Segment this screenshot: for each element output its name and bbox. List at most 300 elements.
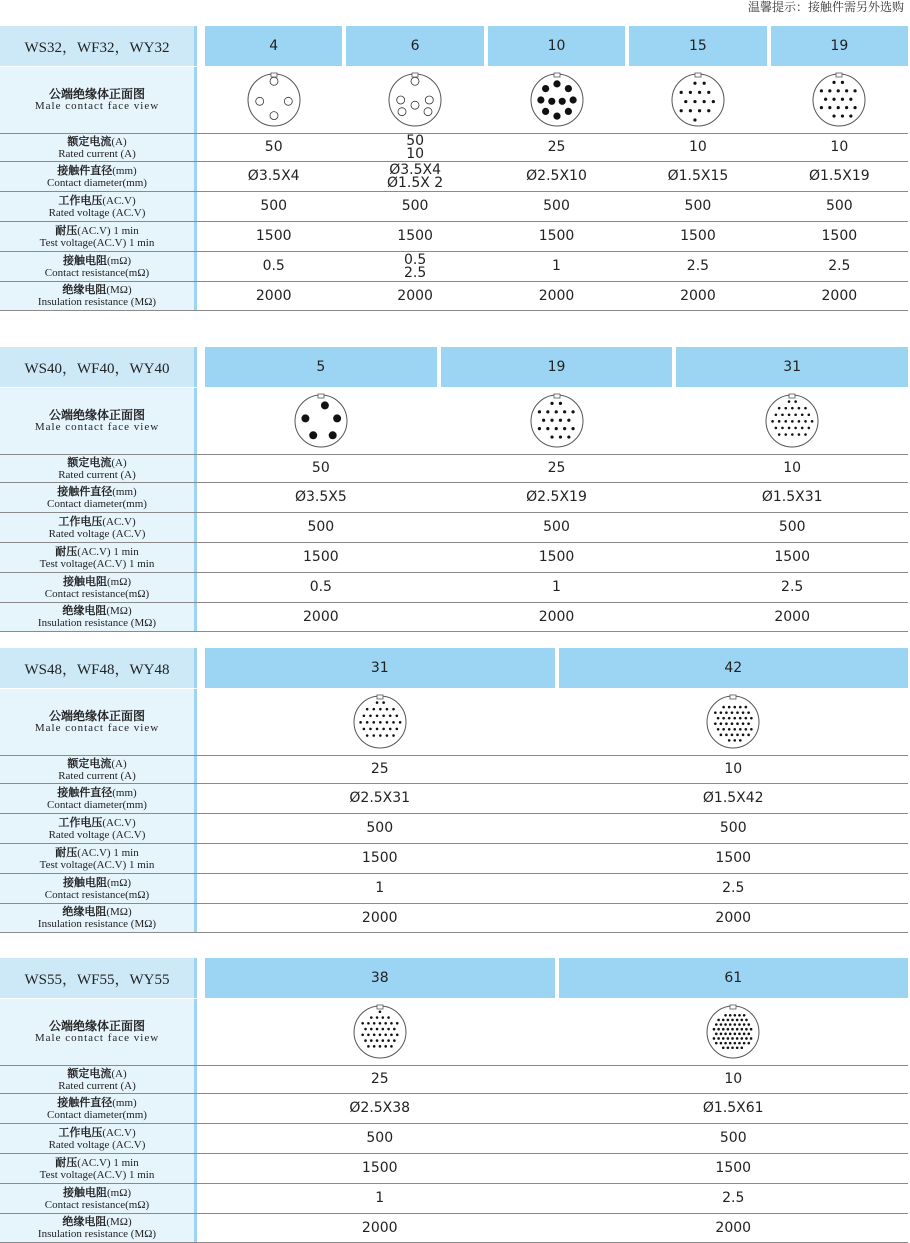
row-values (205, 814, 908, 843)
row-diameter (0, 162, 908, 191)
contact-pin (381, 1028, 384, 1031)
contact-pin (366, 734, 369, 737)
row-insulation (0, 603, 908, 631)
row-voltage (0, 1124, 908, 1153)
face-view-cell (346, 67, 483, 133)
contact-pin (558, 98, 565, 105)
contact-pin (558, 435, 561, 438)
row-diameter (0, 483, 908, 512)
contact-pin (788, 427, 791, 430)
contact-pin (845, 106, 848, 109)
value-line: 1 (552, 579, 561, 595)
contact-pin (734, 717, 737, 720)
row-label-en: Insulation resistance (MΩ) (37, 1228, 157, 1240)
value-line: 1500 (397, 228, 433, 244)
face-view-cell (771, 67, 908, 133)
row-values (205, 483, 908, 512)
contact-pin (725, 722, 728, 725)
row-label-en: Test voltage(AC.V) 1 min (39, 858, 155, 871)
row-label-en: Rated voltage (AC.V) (48, 828, 146, 841)
value-line: 500 (543, 519, 570, 535)
contact-pin (698, 109, 701, 112)
contact-pin (553, 80, 560, 87)
value-line: Ø1.5X31 (761, 489, 823, 505)
series-label: WS48，WF48，WY48 (0, 648, 197, 688)
contact-pin (364, 1028, 367, 1031)
keyway-notch (318, 394, 324, 398)
pin-count-cells (205, 958, 908, 998)
contact-face-diagram (705, 1004, 761, 1060)
row-label-unit: (AC.V) (102, 194, 136, 207)
contact-pin (689, 91, 692, 94)
contact-pin (392, 721, 395, 724)
insulator-outline (672, 74, 724, 126)
contact-pin (854, 106, 857, 109)
contact-pin (393, 1039, 396, 1042)
row-label-en: Test voltage(AC.V) 1 min (39, 557, 155, 570)
contact-pin (725, 1033, 728, 1036)
contact-pin (424, 108, 432, 116)
row-values (205, 1154, 908, 1183)
contact-pin (680, 109, 683, 112)
contact-pin (376, 714, 379, 717)
contact-pin (693, 118, 696, 121)
contact-pin (725, 734, 728, 737)
contact-pin (702, 100, 705, 103)
row-label-en: Rated current (A) (58, 147, 136, 160)
value-cell (205, 282, 342, 310)
contact-pin (720, 1033, 723, 1036)
contact-face-diagram (352, 694, 408, 750)
contact-pin (321, 401, 329, 409)
pin-count-cell: 31 (676, 347, 908, 387)
contact-pin (833, 98, 836, 101)
contact-pin (728, 739, 731, 742)
contact-pin (820, 106, 823, 109)
contact-pin (387, 1028, 390, 1031)
row-label-zh: 绝缘电阻(MΩ) (62, 604, 132, 617)
row-label-unit: (MΩ) (106, 605, 132, 617)
contact-pin (381, 1016, 384, 1019)
contact-pin (829, 89, 832, 92)
contact-pin (788, 413, 791, 416)
row-separator (0, 631, 908, 632)
value-line: 2.5 (781, 579, 804, 595)
keyway-notch (789, 394, 795, 398)
contact-pin (795, 427, 798, 430)
contact-pin (375, 1016, 378, 1019)
row-values (205, 67, 908, 133)
row-label-en: Contact diameter(mm) (47, 798, 147, 811)
value-line: 2.5 (722, 880, 745, 896)
contact-pin (722, 1046, 725, 1049)
contact-face-diagram (811, 72, 867, 128)
row-label-en: Contact resistance(mΩ) (44, 1198, 150, 1211)
contact-pin (798, 420, 801, 423)
table-header (0, 26, 908, 66)
contact-pin (788, 400, 791, 403)
pin-count-cell: 38 (205, 958, 555, 998)
row-label-en: Insulation resistance (MΩ) (37, 617, 157, 629)
value-line: 2000 (538, 608, 575, 625)
contact-pin (725, 1014, 728, 1017)
row-label-zh: 公端绝缘体正面图 (48, 408, 145, 422)
row-label-unit: (mm) (112, 164, 137, 177)
contact-pin (698, 91, 701, 94)
row-label-zh: 额定电流(A) (67, 134, 127, 148)
contact-pin (390, 1022, 393, 1025)
contact-pin (393, 1028, 396, 1031)
contact-pin (563, 427, 566, 430)
row-label (0, 543, 197, 572)
row-label-zh: 绝缘电阻(MΩ) (62, 905, 132, 918)
value-cell (559, 904, 909, 932)
contact-pin (537, 96, 544, 103)
row-separator (0, 310, 908, 311)
contact-pin (731, 1046, 734, 1049)
contact-pin (781, 413, 784, 416)
contact-pin (741, 1028, 744, 1031)
contact-pin (537, 410, 540, 413)
row-label-en: Contact resistance(mΩ) (44, 266, 150, 279)
row-label-en: Contact diameter(mm) (47, 1108, 147, 1121)
contact-pin (689, 109, 692, 112)
row-label (0, 513, 197, 542)
contact-pin (720, 711, 723, 714)
contact-pin (569, 96, 576, 103)
contact-pin (684, 100, 687, 103)
value-line: 500 (543, 198, 570, 214)
contact-pin (372, 734, 375, 737)
row-label-zh: 接触电阻(mΩ) (62, 875, 132, 889)
contact-pin (378, 1010, 381, 1013)
contact-pin (850, 98, 853, 101)
value-line: 2000 (680, 287, 716, 304)
value-cell (441, 483, 673, 512)
contact-pin (392, 708, 395, 711)
contact-pin (550, 435, 553, 438)
face-view-cell (205, 999, 555, 1065)
contact-pin (385, 734, 388, 737)
value-line: 10 (689, 139, 707, 155)
pin-count-cell: 42 (559, 648, 909, 688)
contact-pin (734, 1033, 737, 1036)
contact-pin (542, 419, 545, 422)
row-label (0, 483, 197, 512)
contact-pin (841, 114, 844, 117)
contact-pin (854, 89, 857, 92)
contact-pin (558, 402, 561, 405)
value-line: Ø3.5X4 (389, 161, 441, 178)
value-cell (205, 134, 342, 161)
row-label-zh: 工作电压(AC.V) (58, 815, 136, 829)
row-label (0, 999, 197, 1065)
face-view-cell (205, 67, 342, 133)
contact-pin (729, 1014, 732, 1017)
contact-pin (795, 400, 798, 403)
row-values (205, 1214, 908, 1242)
face-view-cell (629, 67, 766, 133)
contact-pin (725, 1023, 728, 1026)
contact-pin (717, 728, 720, 731)
contact-pin (309, 431, 317, 439)
contact-pin (729, 1033, 732, 1036)
contact-pin (845, 89, 848, 92)
contact-pin (378, 1045, 381, 1048)
contact-pin (384, 1022, 387, 1025)
contact-pin (375, 1028, 378, 1031)
contact-pin (361, 1034, 364, 1037)
value-cell (205, 1066, 555, 1093)
contact-pin (738, 1042, 741, 1045)
contact-pin (750, 717, 753, 720)
value-line: Ø2.5X38 (349, 1100, 411, 1116)
row-label (0, 192, 197, 221)
value-cell (488, 162, 625, 191)
contact-pin (712, 100, 715, 103)
contact-pin (745, 1019, 748, 1022)
contact-pin (743, 1033, 746, 1036)
row-label-unit: (A) (111, 757, 127, 770)
contact-pin (550, 402, 553, 405)
row-label-en: Test voltage(AC.V) 1 min (39, 236, 155, 249)
contact-pin (384, 1034, 387, 1037)
keyway-notch (836, 73, 842, 77)
value-cell (559, 874, 909, 903)
row-label-unit: (mΩ) (106, 1186, 132, 1199)
value-line: 500 (401, 198, 429, 214)
row-label-unit: (A) (111, 456, 127, 469)
contact-pin (373, 1045, 376, 1048)
contact-pin (372, 721, 375, 724)
contact-pin (411, 101, 419, 109)
row-current (0, 134, 908, 161)
value-line: Ø1.5X 2 (386, 174, 444, 191)
contact-pin (364, 1039, 367, 1042)
value-cell (346, 282, 483, 310)
contact-pin (707, 91, 710, 94)
contact-pin (775, 413, 778, 416)
contact-pin (563, 410, 566, 413)
value-cell (559, 1124, 909, 1153)
contact-pin (738, 1033, 741, 1036)
contact-pin (734, 1042, 737, 1045)
value-line: 1500 (715, 850, 752, 866)
contact-pin (722, 1019, 725, 1022)
value-line: 1 (552, 258, 561, 274)
contact-pin (389, 728, 392, 731)
contact-pin (771, 420, 774, 423)
value-cell (771, 192, 908, 221)
row-label (0, 1094, 197, 1123)
row-insulation (0, 282, 908, 310)
table-header (0, 347, 908, 387)
value-line: 2.5 (722, 1190, 745, 1206)
value-line: 10 (783, 460, 802, 476)
row-label-unit: (mm) (112, 485, 137, 498)
contact-pin (734, 1014, 737, 1017)
row-label-en: Contact resistance(mΩ) (44, 888, 150, 901)
value-cell (205, 573, 437, 602)
contact-pin (333, 414, 341, 422)
contact-face-diagram (352, 1004, 408, 1060)
value-cell (205, 1184, 555, 1213)
contact-pin (742, 722, 745, 725)
row-label-unit: (AC.V) 1 min (77, 846, 139, 859)
row-label-unit: (AC.V) (102, 1126, 136, 1139)
row-label-zh: 接触件直径(mm) (57, 785, 137, 799)
value-line: 2.5 (828, 258, 851, 274)
contact-pin (731, 722, 734, 725)
contact-pin (804, 407, 807, 410)
contact-pin (720, 722, 723, 725)
value-cell (441, 513, 673, 542)
value-cell (205, 1124, 555, 1153)
contact-pin (537, 427, 540, 430)
contact-face-diagram (705, 694, 761, 750)
contact-face-diagram (529, 393, 585, 449)
contact-pin (808, 427, 811, 430)
row-label (0, 1066, 197, 1093)
row-label (0, 756, 197, 783)
value-line: 10 (724, 761, 743, 777)
row-label-zh: 额定电流(A) (67, 455, 127, 469)
row-label-unit: (MΩ) (106, 284, 132, 296)
contact-pin (378, 1034, 381, 1037)
pin-count-cell: 6 (346, 26, 483, 66)
row-separator (0, 932, 908, 933)
contact-pin (425, 96, 433, 104)
contact-pin (384, 1045, 387, 1048)
contact-pin (736, 1028, 739, 1031)
contact-pin (550, 419, 553, 422)
contact-pin (728, 717, 731, 720)
contact-pin (778, 433, 781, 436)
contact-pin (723, 728, 726, 731)
contact-pin (284, 97, 292, 105)
row-label (0, 222, 197, 251)
row-label-unit: (AC.V) (102, 816, 136, 829)
row-label (0, 1184, 197, 1213)
row-values (205, 904, 908, 932)
row-test (0, 1154, 908, 1183)
row-values (205, 455, 908, 482)
pin-count-cell: 15 (629, 26, 766, 66)
value-cell (346, 252, 483, 281)
contact-pin (824, 98, 827, 101)
contact-face-diagram (764, 393, 820, 449)
value-cell (205, 784, 555, 813)
contact-pin (546, 410, 549, 413)
row-label (0, 134, 197, 161)
contact-pin (736, 1019, 739, 1022)
value-cell (205, 455, 437, 482)
contact-pin (850, 114, 853, 117)
value-cell (205, 904, 555, 932)
contact-pin (382, 728, 385, 731)
value-line: Ø1.5X42 (702, 790, 764, 806)
contact-pin (542, 85, 549, 92)
contact-pin (731, 1037, 734, 1040)
contact-pin (738, 1023, 741, 1026)
value-line: 2000 (255, 287, 292, 304)
contact-pin (554, 427, 557, 430)
row-values (205, 134, 908, 161)
value-cell (676, 543, 908, 572)
contact-face-diagram (293, 393, 349, 449)
contact-pin (841, 81, 844, 84)
value-line: 25 (547, 460, 566, 476)
value-cell (559, 756, 909, 783)
row-values (205, 252, 908, 281)
contact-pin (553, 113, 560, 120)
row-values (205, 192, 908, 221)
row-label-zh: 耐压(AC.V) 1 min (55, 1155, 139, 1169)
value-cell (205, 844, 555, 873)
contact-pin (743, 1023, 746, 1026)
contact-pin (750, 728, 753, 731)
contact-pin (778, 407, 781, 410)
contact-pin (718, 1028, 721, 1031)
value-cell (559, 1214, 909, 1242)
value-line: 500 (825, 198, 853, 214)
contact-pin (736, 1037, 739, 1040)
value-line: 25 (547, 139, 566, 155)
row-label-zh: 额定电流(A) (67, 1066, 127, 1080)
value-cell (559, 814, 909, 843)
value-line: 10 (830, 139, 849, 155)
row-label-zh: 接触电阻(mΩ) (62, 253, 132, 267)
contact-pin (748, 1023, 751, 1026)
value-line: 2000 (715, 1219, 752, 1236)
pin-count-cells (205, 648, 908, 688)
row-label-zh: 接触电阻(mΩ) (62, 1185, 132, 1199)
row-values (205, 1066, 908, 1093)
contact-pin (718, 1037, 721, 1040)
value-line: 2000 (774, 608, 810, 625)
value-line: 1500 (821, 228, 858, 244)
row-face (0, 388, 908, 454)
value-line: 500 (778, 519, 806, 535)
row-label (0, 844, 197, 873)
row-label (0, 874, 197, 903)
contact-pin (369, 714, 372, 717)
contact-pin (727, 1028, 730, 1031)
value-cell (441, 603, 673, 631)
value-cell (629, 252, 766, 281)
face-view-cell (559, 689, 909, 755)
value-cell (676, 603, 908, 631)
contact-pin (798, 407, 801, 410)
row-values (205, 513, 908, 542)
value-cell (559, 784, 909, 813)
contact-pin (727, 1046, 730, 1049)
row-label-en: Rated voltage (AC.V) (48, 1138, 146, 1151)
pin-count-cell: 4 (205, 26, 342, 66)
value-line: 1500 (680, 228, 716, 244)
value-line: 2.5 (403, 264, 427, 281)
contact-pin (785, 433, 788, 436)
contact-pin (707, 109, 710, 112)
row-label-unit: (A) (111, 135, 127, 148)
keyway-notch (554, 394, 560, 398)
value-cell (629, 282, 766, 310)
row-label-unit: (MΩ) (106, 906, 132, 918)
contact-pin (558, 419, 561, 422)
contact-pin (837, 89, 840, 92)
value-cell (205, 1094, 555, 1123)
contact-pin (564, 108, 571, 115)
